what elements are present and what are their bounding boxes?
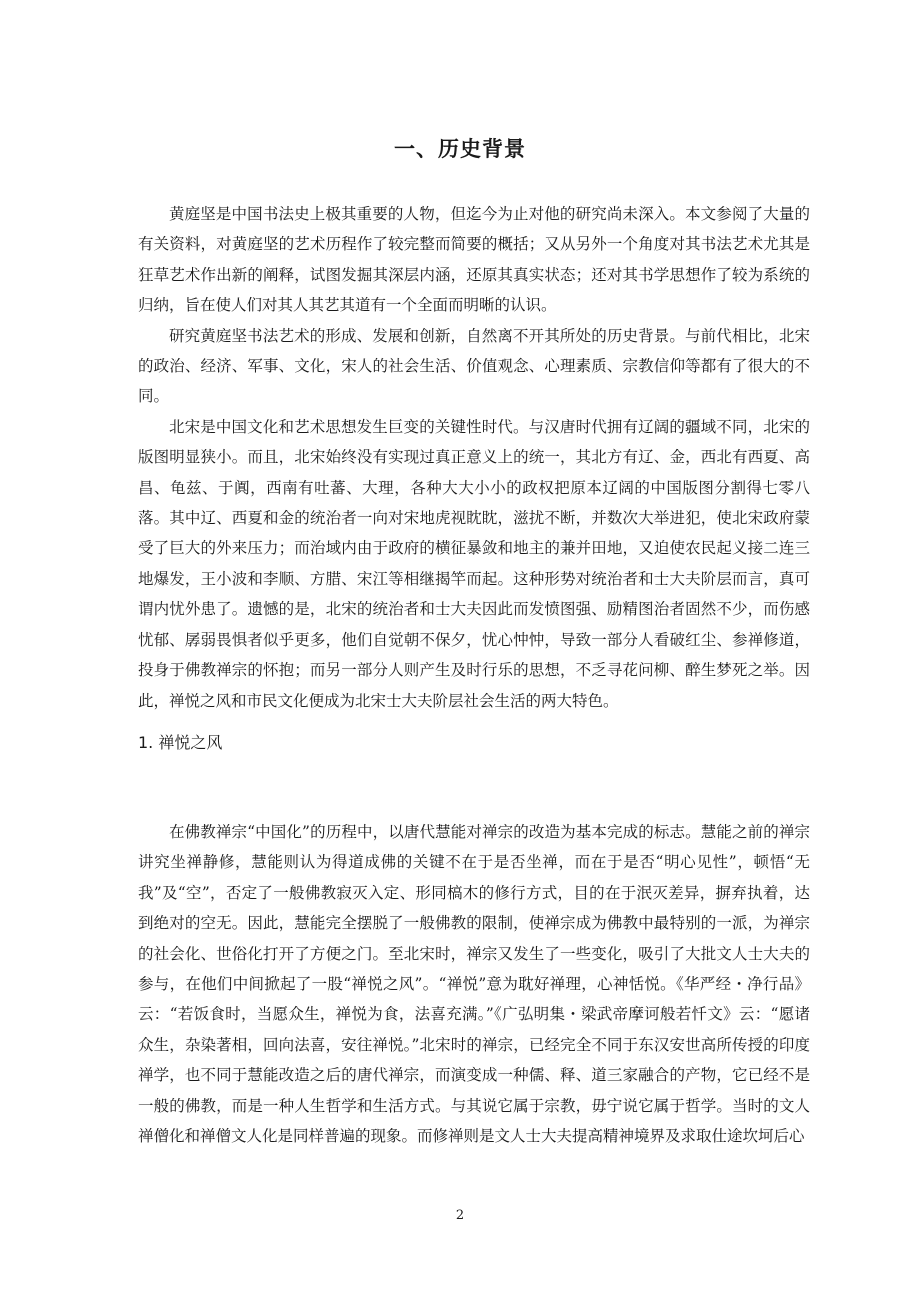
- section-heading: 1. 禅悦之风: [138, 733, 223, 752]
- page-title: 一、历史背景: [394, 137, 526, 161]
- intro-body: [138, 199, 810, 716]
- page-number: 2: [455, 1208, 465, 1223]
- section-body: [138, 817, 810, 1151]
- paragraph: 研究黄庭坚书法艺术的形成、发展和创新，自然离不开其所处的历史背景。与前代相比，北宋的政治、经济、军事、文化，宋人的社会生活、价值观念、心理素质、宗教信仰等都有了很大的不同。: [138, 326, 810, 406]
- paragraph: 在佛教禅宗“中国化”的历程中，以唐代慧能对禅宗的改造为基本完成的标志。慧能之前的禅宗讲究坐禅静修，慧能则认为得道成佛的关键不在于是否坐禅，而在于是否“明心见性”，顿悟“无我”及“空”，否定了一般佛教寂灭入定、形同槁木的修行方式，目的在于泯灭差异，摒弃执着，达到绝对的空无。因此，慧能完全摆脱了一般佛教的限制，使禅宗成为佛教中最特别的一派，为禅宗的社会化、世俗化打开了方便之门。至北宋时，禅宗又发生了一些变化，吸引了大批文人士大夫的参与，在他们中间掀起了一股“禅悦之风”。“禅悦”意为耽好禅理，心神恬悦。《华严经・净行品》云：“若饭食时，当愿众生，禅悦为食，法喜充满。”《广弘明集・梁武帝摩诃般若忏文》云：“愿诸众生，杂染著相，回向法喜，安往禅悦。”北宋时的禅宗，已经完全不同于东汉安世高所传授的印度禅学，也不同于慧能改造之后的唐代禅宗，而演变成一种儒、释、道三家融合的产物，它已经不是一般的佛教，而是一种人生哲学和生活方式。与其说它属于宗教，毋宁说它属于哲学。当时的文人禅僧化和禅僧文人化是同样普遍的现象。而修禅则是文人士大夫提高精神境界及求取仕途坎坷后心: [138, 823, 810, 1146]
- paragraph: 黄庭坚是中国书法史上极其重要的人物，但迄今为止对他的研究尚未深入。本文参阅了大量的有关资料，对黄庭坚的艺术历程作了较完整而简要的概括；又从另外一个角度对其书法艺术尤其是狂草艺术作出新的阐释，试图发掘其深层内涵，还原其真实状态；还对其书学思想作了较为系统的归纳，旨在使人们对其人其艺其道有一个全面而明晰的认识。: [138, 205, 810, 315]
- paragraph: 北宋是中国文化和艺术思想发生巨变的关键性时代。与汉唐时代拥有辽阔的疆域不同，北宋的版图明显狭小。而且，北宋始终没有实现过真正意义上的统一，其北方有辽、金，西北有西夏、高昌、龟兹、于阗，西南有吐蕃、大理，各种大大小小的政权把原本辽阔的中国版图分割得七零八落。其中辽、西夏和金的统治者一向对宋地虎视眈眈，滋扰不断，并数次大举进犯，使北宋政府蒙受了巨大的外来压力；而治域内由于政府的横征暴敛和地主的兼并田地，又迫使农民起义接二连三地爆发，王小波和李顺、方腊、宋江等相继揭竿而起。这种形势对统治者和士大夫阶层而言，真可谓内忧外患了。遗憾的是，北宋的统治者和士大夫因此而发愤图强、励精图治者固然不少，而伤感忧郁、孱弱畏惧者似乎更多，他们自觉朝不保夕，忧心忡忡，导致一部分人看破红尘、参禅修道，投身于佛教禅宗的怀抱；而另一部分人则产生及时行乐的思想，不乏寻花问柳、醉生梦死之举。因此，禅悦之风和市民文化便成为北宋士大夫阶层社会生活的两大特色。: [138, 417, 810, 710]
